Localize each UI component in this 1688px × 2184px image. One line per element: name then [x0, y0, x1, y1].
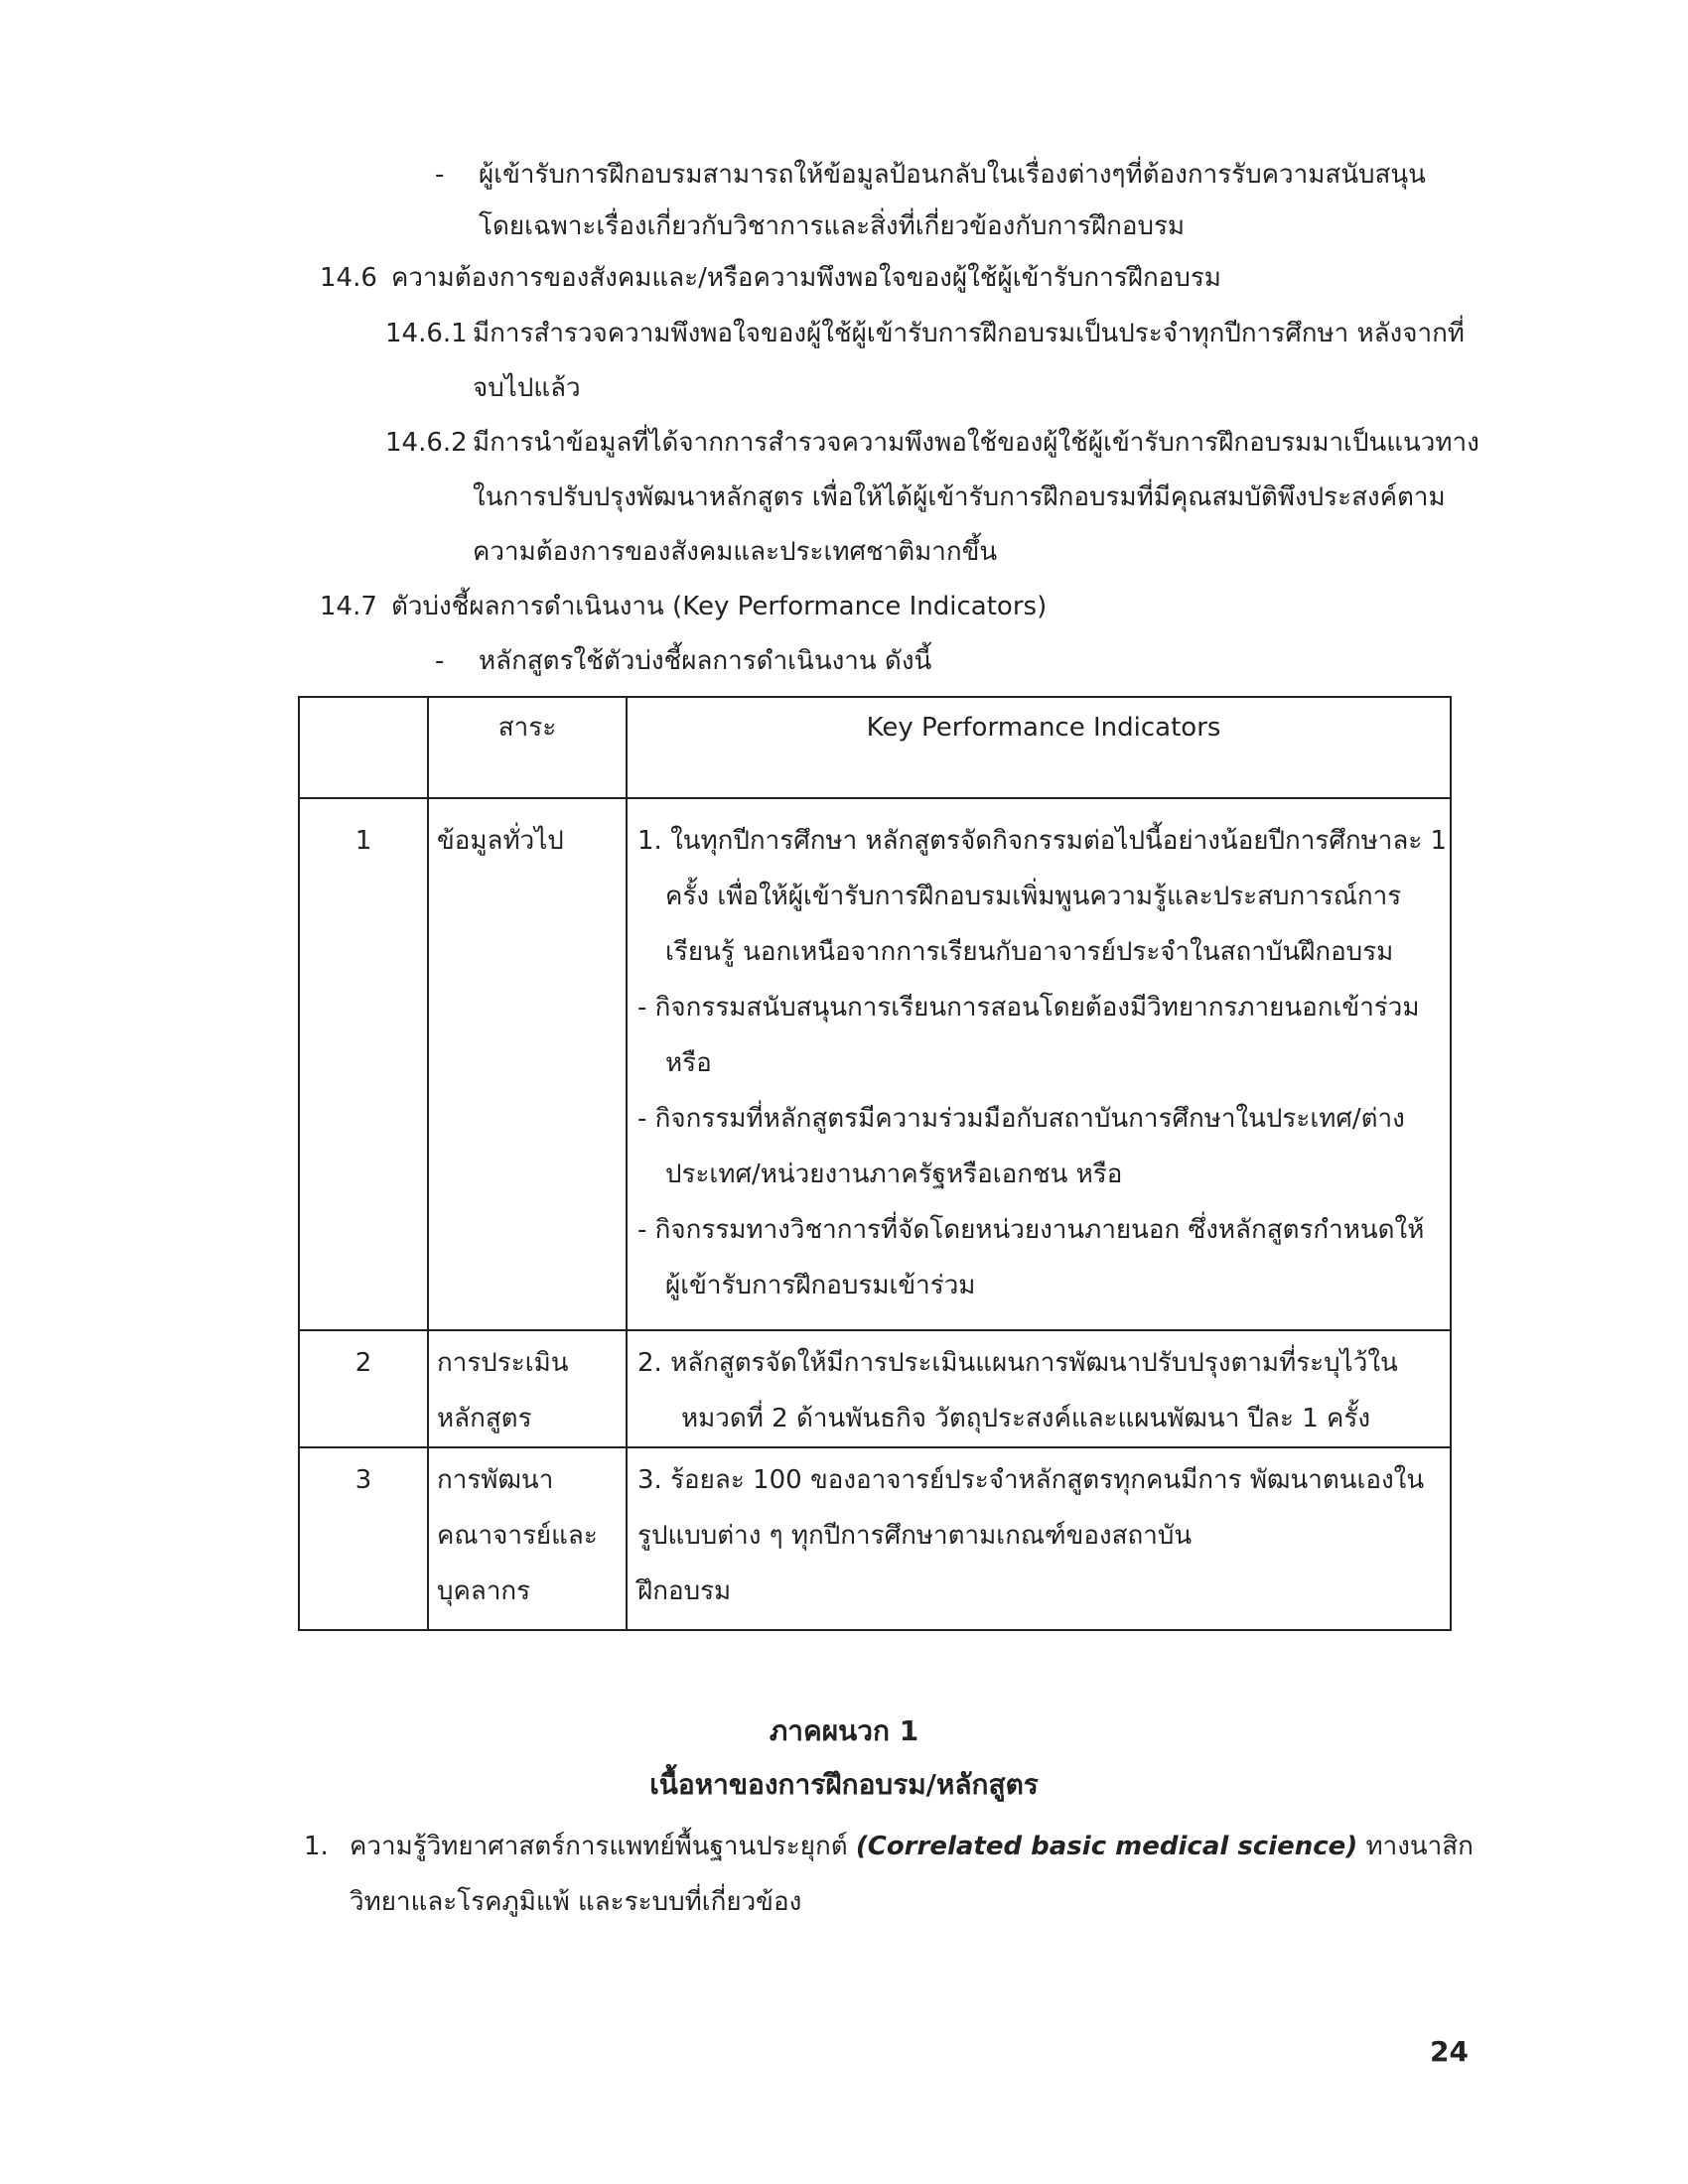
row-topic-cell [428, 1447, 627, 1630]
row-number-cell [299, 798, 428, 1330]
section-title: ความต้องการของสังคมและ/หรือความพึงพอใจของผู้ใช้ผู้เข้ารับการฝึกอบรม [391, 263, 1221, 293]
section-number: 14.6 [320, 263, 377, 293]
kpi-line: 3. ร้อยละ 100 ของอาจารย์ประจำหลักสูตรทุกคนมีการ พัฒนาตนเองใน [637, 1465, 1425, 1495]
header-number-cell [299, 697, 428, 798]
appendix-title: ภาคผนวก 1 [769, 1714, 919, 1747]
table-row [299, 798, 1451, 1330]
list-item-text-english: (Correlated basic medical science) [855, 1832, 1358, 1861]
kpi-line: 2. หลักสูตรจัดให้มีการประเมินแผนการพัฒนาปรับปรุงตามที่ระบุไว้ใน [637, 1348, 1398, 1378]
subsection-text: มีการสำรวจความพึงพอใจของผู้ใช้ผู้เข้ารับการฝึกอบรมเป็นประจำทุกปีการศึกษา หลังจากที่ [473, 319, 1465, 348]
section-subtext: หลักสูตรใช้ตัวบ่งชี้ผลการดำเนินงาน ดังนี้ [479, 646, 932, 676]
kpi-line: ฝึกอบรม [637, 1576, 732, 1606]
kpi-line: ผู้เข้ารับการฝึกอบรมเข้าร่วม [665, 1271, 976, 1300]
bullet-dash: - [435, 160, 445, 190]
row-number: 3 [354, 1465, 372, 1495]
kpi-line: หรือ [665, 1048, 712, 1078]
kpi-line: - กิจกรรมสนับสนุนการเรียนการสอนโดยต้องมีวิทยากรภายนอกเข้าร่วม [637, 993, 1420, 1023]
row-number-cell [299, 1330, 428, 1447]
table-header-row [299, 697, 1451, 798]
header-topic: สาระ [497, 713, 557, 743]
kpi-line: หมวดที่ 2 ด้านพันธกิจ วัตถุประสงค์และแผนพัฒนา ปีละ 1 ครั้ง [681, 1404, 1371, 1433]
subsection-text: ความต้องการของสังคมและประเทศชาติมากขึ้น [473, 537, 998, 567]
kpi-line: - กิจกรรมทางวิชาการที่จัดโดยหน่วยงานภายนอก ซึ่งหลักสูตรกำหนดให้ [637, 1215, 1425, 1245]
table-row [299, 1447, 1451, 1630]
list-item-text-thai-end: ทางนาสิก [1365, 1832, 1474, 1861]
header-kpi-cell [627, 697, 1451, 798]
page-number: 24 [1430, 2035, 1469, 2068]
list-number: 1. [304, 1832, 329, 1861]
section-number: 14.7 [320, 592, 377, 621]
row-topic: คณาจารย์และ [437, 1521, 598, 1551]
subsection-text: ในการปรับปรุงพัฒนาหลักสูตร เพื่อให้ได้ผู้เข้ารับการฝึกอบรมที่มีคุณสมบัติพึงประสงค์ตาม [473, 482, 1446, 512]
row-topic: บุคลากร [437, 1576, 531, 1606]
row-number: 2 [354, 1348, 372, 1378]
bullet-text-line: ผู้เข้ารับการฝึกอบรมสามารถให้ข้อมูลป้อนกลับในเรื่องต่างๆที่ต้องการรับความสนับสนุน [479, 160, 1426, 190]
row-topic: หลักสูตร [437, 1404, 532, 1433]
row-topic-cell [428, 1330, 627, 1447]
header-topic-cell [428, 697, 627, 798]
row-number: 1 [354, 826, 372, 856]
table-row [299, 1330, 1451, 1447]
kpi-line: รูปแบบต่าง ๆ ทุกปีการศึกษาตามเกณฑ์ของสถาบัน [637, 1521, 1193, 1551]
kpi-line: - กิจกรรมที่หลักสูตรมีความร่วมมือกับสถาบันการศึกษาในประเทศ/ต่าง [637, 1104, 1405, 1134]
kpi-table [298, 696, 1452, 1631]
list-item-text [350, 1829, 1474, 1864]
appendix-subtitle: เนื้อหาของการฝึกอบรม/หลักสูตร [649, 1768, 1039, 1801]
list-item-text-thai: ความรู้วิทยาศาสตร์การแพทย์พื้นฐานประยุกต์ [350, 1832, 848, 1861]
kpi-line: ครั้ง เพื่อให้ผู้เข้ารับการฝึกอบรมเพิ่มพูนความรู้และประสบการณ์การ [665, 882, 1402, 911]
subsection-number: 14.6.2 [385, 428, 468, 458]
row-kpi-cell [627, 1447, 1451, 1630]
section-title: ตัวบ่งชี้ผลการดำเนินงาน (Key Performance Indicators) [391, 592, 1048, 621]
list-item-text: วิทยาและโรคภูมิแพ้ และระบบที่เกี่ยวข้อง [350, 1887, 802, 1917]
row-number-cell [299, 1447, 428, 1630]
bullet-text-line: โดยเฉพาะเรื่องเกี่ยวกับวิชาการและสิ่งที่เกี่ยวข้องกับการฝึกอบรม [479, 211, 1186, 241]
row-topic: การประเมิน [437, 1348, 569, 1378]
row-kpi-cell [627, 798, 1451, 1330]
header-kpi: Key Performance Indicators [866, 713, 1221, 743]
kpi-line: 1. ในทุกปีการศึกษา หลักสูตรจัดกิจกรรมต่อไปนี้อย่างน้อยปีการศึกษาละ 1 [637, 826, 1448, 856]
row-topic-cell [428, 798, 627, 1330]
kpi-line: ประเทศ/หน่วยงานภาครัฐหรือเอกชน หรือ [665, 1160, 1123, 1189]
subsection-text: จบไปแล้ว [473, 373, 581, 403]
subsection-number: 14.6.1 [385, 319, 468, 348]
bullet-dash: - [435, 646, 445, 676]
row-topic: ข้อมูลทั่วไป [437, 826, 564, 856]
subsection-text: มีการนำข้อมูลที่ได้จากการสำรวจความพึงพอใช้ของผู้ใช้ผู้เข้ารับการฝึกอบรมมาเป็นแนวทาง [473, 428, 1479, 458]
row-topic: การพัฒนา [437, 1465, 554, 1495]
row-kpi-cell [627, 1330, 1451, 1447]
kpi-line: เรียนรู้ นอกเหนือจากการเรียนกับอาจารย์ประจำในสถาบันฝึกอบรม [665, 937, 1394, 967]
